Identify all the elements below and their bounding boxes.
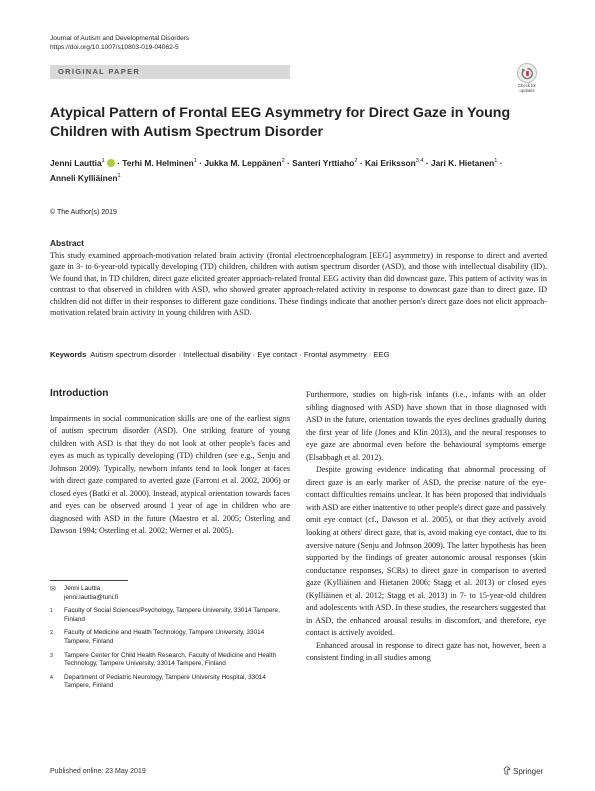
intro-paragraph: Despite growing evidence indicating that abnormal processing of direct gaze is an early marker of ASD, the precise nature of the eye-contact difficulties remains unclear. It has been proposed that individuals with ASD are either inattentive to other people's direct gaze and passively omit eye contact (cf., Dawson et al. 2005), or that they actively avoid looking at others' direct gaze, that is, avoid making eye contact, due to its aversive nature (Senju and Johnson 2009). The latter hypothesis has been supported by the findings of greater autonomic arousal responses (skin conductance responses, SCRs) to direct gaze in comparison to averted gaze (Kylliäinen and Hietanen 2006; Stagg et al. 2013) or closed eyes (Kylliäinen et al. 2012; Stagg et al. 2013) in 7- to 15-year-old children and adolescents with ASD. In these studies, the researchers suggested that in ASD, the enhanced arousal results in discomfort, and therefore, eye contact is actively avoided. <box>306 465 546 638</box>
right-column <box>306 389 546 665</box>
journal-name: Journal of Autism and Developmental Disorders <box>50 35 190 42</box>
affiliation-number: 4 <box>50 674 53 681</box>
author-name[interactable]: Terhi M. Helminen <box>122 157 194 168</box>
abstract-text: This study examined approach-motivation related brain activity (frontal electroencephalogram [EEG] asymmetry) in response to direct and averted gaze in 3- to 6-year-old typically developing (TD) children, children with autism spectrum disorder (ASD), and those with intellectual disability (ID). We found that, in TD children, direct gaze elicited greater approach-related frontal EEG activity than did downcast gaze. This pattern of activity was in contrast to that observed in children with ASD, who showed greater approach-related activity in response to downcast gaze than to direct gaze. ID children did not differ in their responses to different gaze conditions. These findings indicate that another person's direct gaze does not elicit approach-motivation related brain activity in young children with ASD. <box>50 251 547 318</box>
affiliation-number: 2 <box>50 630 53 637</box>
author-name[interactable]: Anneli Kylliäinen <box>50 173 118 184</box>
publisher-logo <box>503 766 543 776</box>
intro-paragraph: Impairments in social communication skills are one of the earliest signs of autism spectrum disorder (ASD). One striking feature of young children with ASD is that they do not look at other people's faces and eyes as much as typically developing (TD) children (see e.g., Senju and Johnson 2009). Typically, newborn infants tend to look longer at faces with direct gaze compared to averted gaze (Farroni et al. 2002, 2006) or closed eyes (Batki et al. 2000). Instead, atypical orientation towards faces and eyes can be observed around 1 year of age in children who are diagnosed with ASD in the future (Maestro et al. 2005; Osterling and Dawson 1994; Osterling et al. 2002; Werner et al. 2005). <box>50 413 290 536</box>
keywords <box>50 350 550 359</box>
affiliation <box>50 674 290 691</box>
footnote-divider <box>50 580 128 581</box>
article-title: Atypical Pattern of Frontal EEG Asymmetry for Direct Gaze in Young Children with Autism Spectrum Disorder <box>50 105 511 140</box>
affiliation-number: 3 <box>50 652 53 659</box>
keywords-text: Autism spectrum disorder · Intellectual disability · Eye contact · Frontal asymmetry · EEG <box>90 350 390 359</box>
affiliation <box>50 607 290 624</box>
paper-type-bar <box>50 65 290 79</box>
abstract-heading: Abstract <box>50 238 84 248</box>
author-affil: 3,4 <box>415 158 424 164</box>
published-online: Published online: 23 May 2019 <box>50 768 146 775</box>
journal-doi[interactable]: https://doi.org/10.1007/s10803-019-04062-5 <box>50 44 179 51</box>
author-affil: 1 <box>117 173 121 180</box>
intro-paragraph: Enhanced arousal in response to direct gaze has not, however, been a consistent finding in all studies among <box>306 640 546 663</box>
introduction-heading: Introduction <box>50 388 109 399</box>
intro-paragraph: Furthermore, studies on high-risk infants (i.e., infants with an older sibling diagnosed with ASD) have shown that in those diagnosed with ASD in the future, orientation towards the eyes declines gradually during the first year of life (Jones and Klin 2013), and the neural responses to eye gaze are abnormal even before the behavioural symptoms emerge (Elsabbagh et al. 2012). <box>306 390 546 462</box>
author-affil: 2 <box>354 158 358 164</box>
affiliation-text: Faculty of Medicine and Health Technology, Tampere University, 33014 Tampere, Finland <box>64 629 265 645</box>
author-affil: 1 <box>101 158 105 164</box>
copyright: © The Author(s) 2019 <box>50 209 117 216</box>
journal-header <box>50 34 189 52</box>
correspondence <box>50 585 290 602</box>
check-for-updates-icon <box>517 63 537 83</box>
author-affil: 2 <box>281 158 285 164</box>
publisher-name: Springer <box>513 767 544 776</box>
affiliation-text: Department of Pediatric Neurology, Tampere University Hospital, 33014 Tampere, Finland <box>64 673 266 690</box>
envelope-icon: ✉ <box>50 586 56 593</box>
author-affil: 1 <box>193 158 197 164</box>
author-name[interactable]: Jenni Lauttia <box>50 157 102 168</box>
affiliation-number: 1 <box>50 608 53 615</box>
keywords-label: Keywords <box>50 350 87 359</box>
affiliation-text: Faculty of Social Sciences/Psychology, Tampere University, 33014 Tampere, Finland <box>64 607 280 623</box>
paper-type-label: ORIGINAL PAPER <box>58 67 141 76</box>
author-name[interactable]: Santeri Yrttiaho <box>292 157 355 168</box>
correspondence-name: Jenni Lauttia <box>64 585 101 592</box>
affiliation-text: Tampere Center for Child Health Research, Faculty of Medicine and Health Technology, Tampere University, 33014 Tampere, Finland <box>64 651 277 668</box>
author-name[interactable]: Kai Eriksson <box>364 157 416 168</box>
author-name[interactable]: Jukka M. Leppänen <box>204 157 282 168</box>
author-name[interactable]: Jari K. Hietanen <box>430 157 495 168</box>
affiliation <box>50 652 290 669</box>
affiliation <box>50 629 290 646</box>
author-list: Jenni Lauttia$^1$ · Terhi M. Helminen$^1$ · Jukka M. Leppänen$^2$ · Santeri Yrttiaho$^2$ · Kai Eriksson$^{3,4}$ · Jari K. Hietanen$^1$ · Anneli Kylliäinen$^1$ <box>50 157 503 184</box>
updates-label-2: updates <box>519 87 535 93</box>
check-for-updates-badge[interactable] <box>512 63 542 94</box>
updates-label-1: Check for <box>518 83 536 88</box>
author-affil: 1 <box>494 158 498 164</box>
correspondence-email[interactable]: jenni.lauttia@tuni.fi <box>64 593 119 601</box>
left-column <box>50 388 290 538</box>
orcid-icon[interactable] <box>107 159 115 167</box>
springer-horse-icon <box>503 766 511 775</box>
footnotes <box>50 585 290 696</box>
